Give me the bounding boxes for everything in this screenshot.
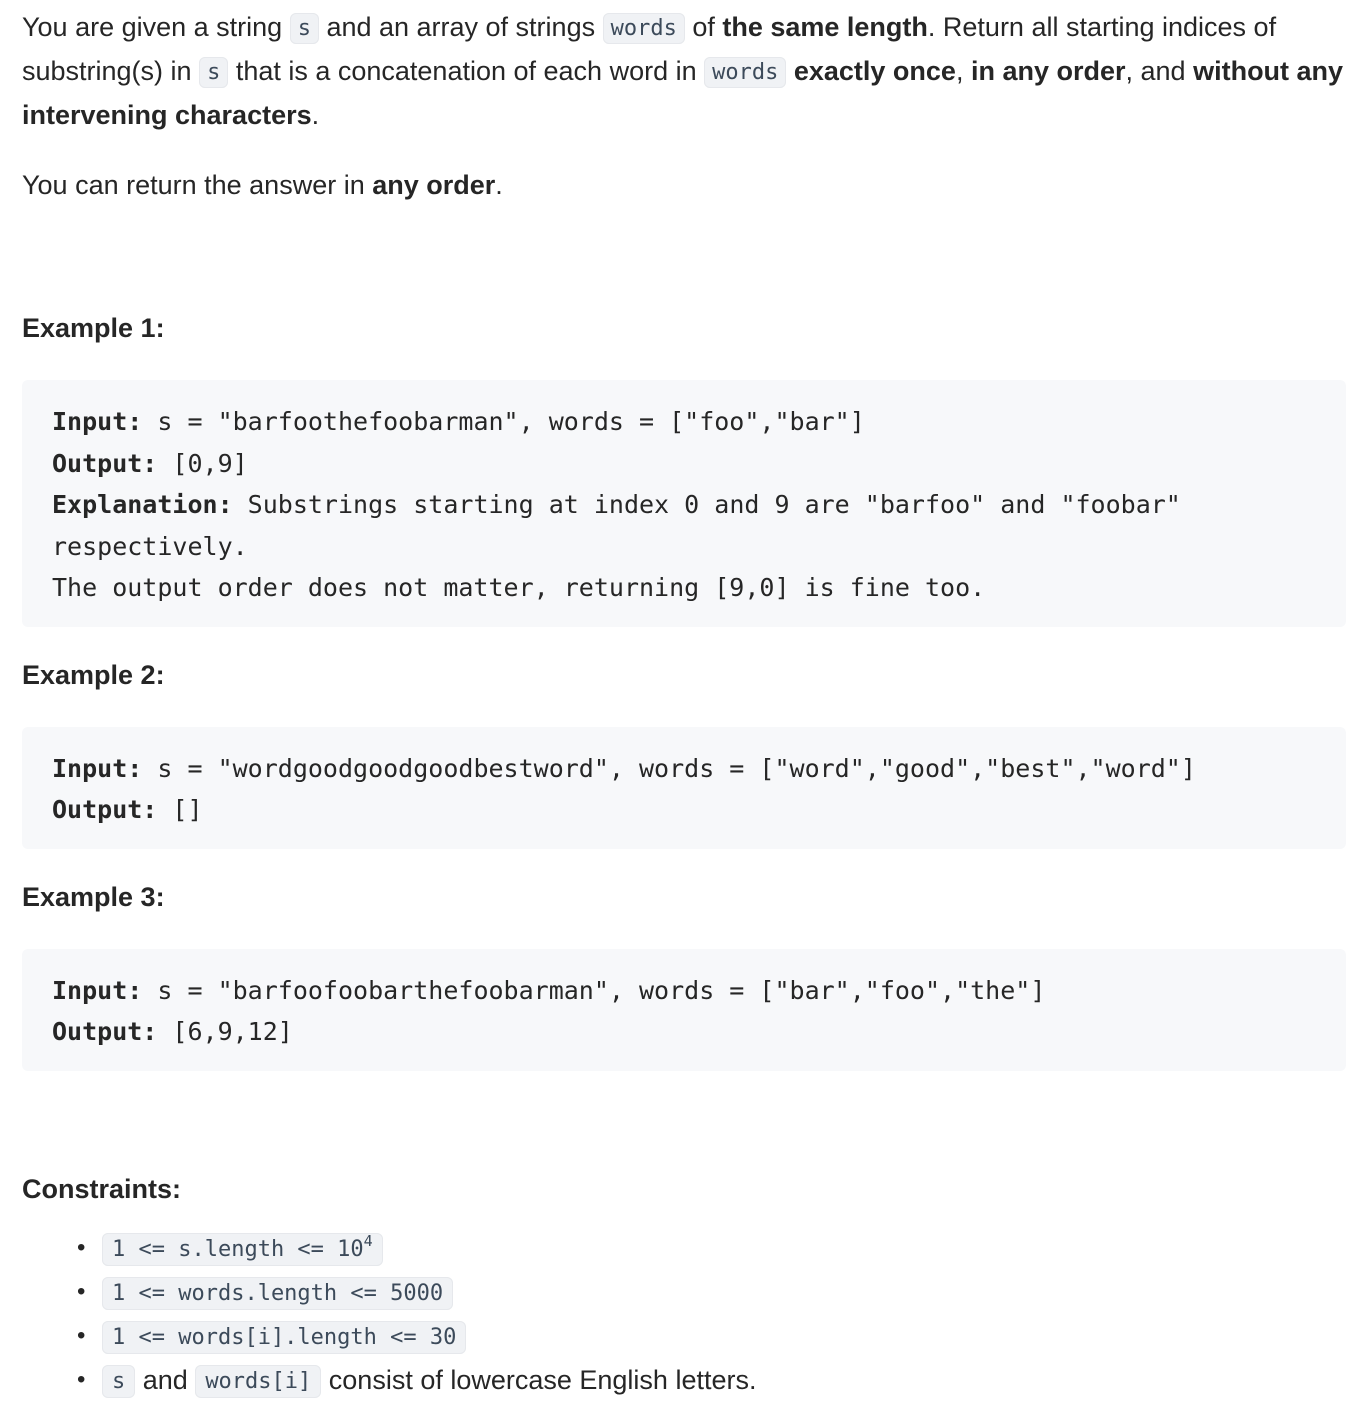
output-value: [] <box>157 795 203 824</box>
emphasis-without-intervening: without any intervening characters <box>22 56 1344 130</box>
output-label: Output: <box>52 1017 158 1046</box>
constraints-list <box>22 1227 1346 1403</box>
answer-order-paragraph <box>22 164 1346 206</box>
example-1-code-block <box>22 380 1346 627</box>
explanation-text: Substrings starting at index 0 and 9 are "barfoo" and "foobar" respectively. The output order does not matter, returning [9,0] is fine too. <box>52 490 1181 602</box>
input-value: s = "barfoothefoobarman", words = ["foo","bar"] <box>142 407 865 436</box>
output-label: Output: <box>52 795 158 824</box>
example-1-heading: Example 1: <box>22 313 165 343</box>
input-label: Input: <box>52 975 143 1005</box>
input-label: Input: <box>52 407 143 436</box>
bullet-icon: • <box>77 1365 86 1393</box>
constraint-item <box>77 1227 1346 1271</box>
input-label: Input: <box>52 753 143 783</box>
bullet-icon: • <box>77 1277 86 1305</box>
inline-code-words: words <box>603 13 685 44</box>
emphasis-any-order: in any order <box>970 56 1126 86</box>
constraint-code: 1 <= words[i].length <= 30 <box>102 1321 466 1354</box>
statement-text: of <box>684 12 723 42</box>
statement-text: . <box>495 170 503 200</box>
inline-code-s: s <box>290 13 319 44</box>
bullet-icon: • <box>77 1321 86 1349</box>
constraint-text: consist of lowercase English letters. <box>321 1364 757 1395</box>
constraint-item <box>77 1271 1346 1315</box>
statement-text: You are given a string <box>22 12 290 42</box>
statement-text: and an array of strings <box>318 12 603 42</box>
explanation-label: Explanation: <box>52 490 233 519</box>
input-value: s = "wordgoodgoodgoodbestword", words = ["word","good","best","word"] <box>142 753 1196 783</box>
output-value: [0,9] <box>157 448 248 478</box>
statement-text <box>786 56 794 86</box>
input-value: s = "barfoofoobarthefoobarman", words = ["bar","foo","the"] <box>142 975 1046 1005</box>
statement-text: . <box>311 100 320 130</box>
statement-text: that is a concatenation of each word in <box>228 56 705 86</box>
constraint-code: s <box>102 1365 135 1398</box>
output-value: [6,9,12] <box>157 1017 293 1046</box>
constraint-item <box>77 1359 1346 1403</box>
constraints-heading: Constraints: <box>22 1173 182 1204</box>
statement-text: , <box>955 56 971 86</box>
emphasis-same-length: the same length <box>722 12 928 42</box>
exponent: 4 <box>363 1231 373 1250</box>
constraint-code <box>102 1233 383 1266</box>
emphasis-exactly-once: exactly once <box>793 56 956 86</box>
constraint-code-text: 1 <= s.length <= 10 <box>112 1236 364 1262</box>
example-3-code-block <box>22 949 1346 1071</box>
constraint-item <box>77 1315 1346 1359</box>
statement-text: , and <box>1125 56 1194 86</box>
emphasis-any-order: any order <box>372 170 496 200</box>
inline-code-words: words <box>704 57 786 88</box>
example-2-code-block <box>22 727 1346 849</box>
constraint-code: words[i] <box>195 1365 321 1398</box>
output-label: Output: <box>52 448 158 478</box>
constraint-text: and <box>135 1364 196 1395</box>
bullet-icon: • <box>77 1233 86 1261</box>
constraint-code: 1 <= words.length <= 5000 <box>102 1277 453 1310</box>
inline-code-s: s <box>199 57 228 88</box>
statement-text: . Return all starting indices of substring(s) in <box>22 12 1277 86</box>
problem-statement-paragraph <box>22 0 1346 136</box>
statement-text: You can return the answer in <box>22 170 373 200</box>
example-3-heading: Example 3: <box>22 881 165 912</box>
example-2-heading: Example 2: <box>22 659 165 690</box>
